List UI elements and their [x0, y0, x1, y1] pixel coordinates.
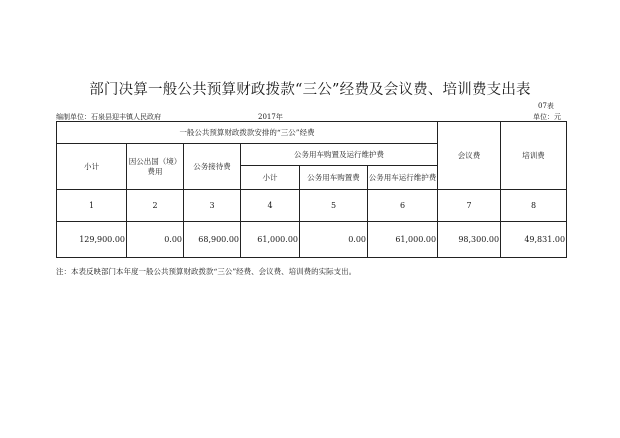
header-subtotal: 小计	[57, 144, 127, 190]
header-vehicle-subtotal: 小计	[241, 166, 300, 190]
header-row-1	[57, 122, 567, 144]
header-meeting: 会议费	[438, 122, 501, 190]
footnote: 注：本表反映部门本年度一般公共预算财政拨款“三公”经费、会议费、培训费的实际支出。	[56, 267, 357, 276]
index-row	[57, 190, 567, 222]
unit-label: 单位：元	[533, 113, 561, 121]
organization-label: 编制单位：石泉县迎丰镇人民政府	[56, 113, 161, 121]
value-abroad: 0.00	[127, 222, 184, 258]
index-cell: 5	[300, 190, 368, 222]
value-vehicle-subtotal: 61,000.00	[241, 222, 300, 258]
index-cell: 3	[184, 190, 241, 222]
header-reception: 公务接待费	[184, 144, 241, 190]
year-label: 2017年	[258, 113, 283, 121]
index-cell: 7	[438, 190, 501, 222]
expense-table	[56, 121, 567, 258]
value-vehicle-operation: 61,000.00	[368, 222, 438, 258]
header-vehicle-group: 公务用车购置及运行维护费	[241, 144, 438, 166]
header-abroad: 因公出国（境）费用	[127, 144, 184, 190]
value-meeting: 98,300.00	[438, 222, 501, 258]
index-cell: 2	[127, 190, 184, 222]
index-cell: 8	[501, 190, 567, 222]
value-reception: 68,900.00	[184, 222, 241, 258]
header-vehicle-operation: 公务用车运行维护费	[368, 166, 438, 190]
page-title: 部门决算一般公共预算财政拨款“三公”经费及会议费、培训费支出表	[89, 82, 531, 98]
header-three-public-group: 一般公共预算财政拨款安排的“三公”经费	[57, 122, 438, 144]
value-training: 49,831.00	[501, 222, 567, 258]
value-vehicle-purchase: 0.00	[300, 222, 368, 258]
value-row	[57, 222, 567, 258]
index-cell: 1	[57, 190, 127, 222]
form-number: 07表	[538, 102, 554, 110]
header-vehicle-purchase: 公务用车购置费	[300, 166, 368, 190]
index-cell: 6	[368, 190, 438, 222]
index-cell: 4	[241, 190, 300, 222]
value-subtotal: 129,900.00	[57, 222, 127, 258]
header-training: 培训费	[501, 122, 567, 190]
